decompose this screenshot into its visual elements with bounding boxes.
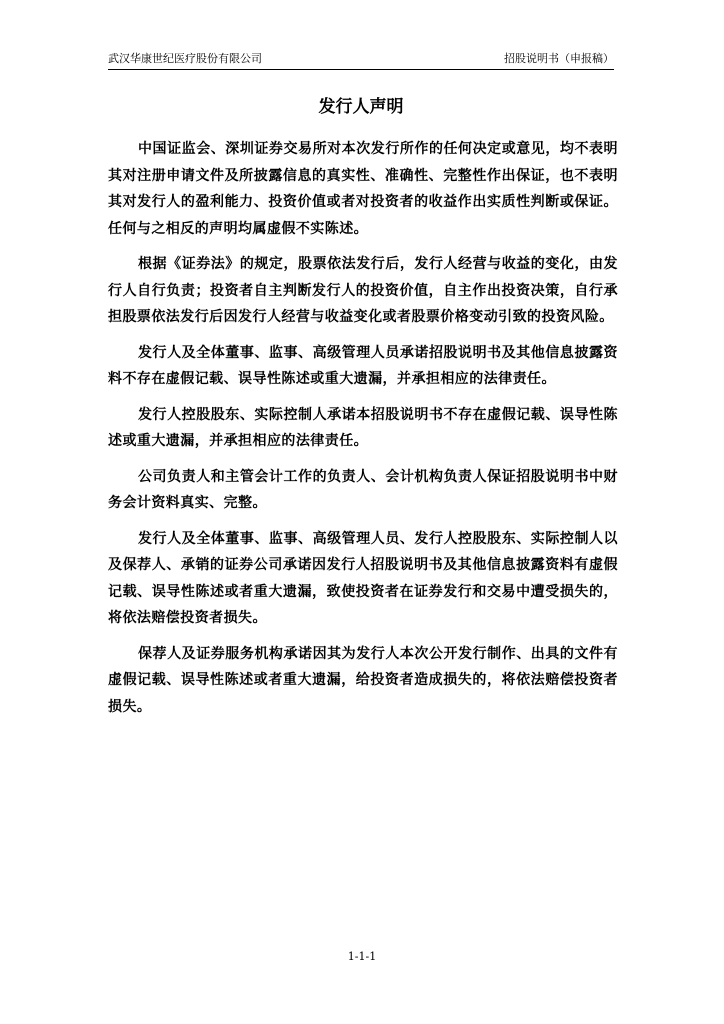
header-document-type: 招股说明书（申报稿） bbox=[504, 52, 614, 65]
statement-body bbox=[108, 136, 618, 729]
paragraph-sponsor-commitment: 保荐人及证券服务机构承诺因其为发行人本次公开发行制作、出具的文件有虚假记载、误导性陈述或者重大遗漏，给投资者造成损失的，将依法赔偿投资者损失。 bbox=[108, 645, 618, 715]
header-company-name: 武汉华康世纪医疗股份有限公司 bbox=[108, 52, 262, 65]
page-number: 1-1-1 bbox=[347, 950, 377, 963]
page-header bbox=[108, 50, 614, 68]
paragraph-compensation-commitment: 发行人及全体董事、监事、高级管理人员、发行人控股股东、实际控制人以及保荐人、承销的证券公司承诺因发行人招股说明书及其他信息披露资料有虚假记载、误导性陈述或者重大遗漏，致使投资者在证券发行和交易中遭受损失的，将依法赔偿投资者损失。 bbox=[108, 530, 618, 626]
paragraph-accounting-guarantee: 公司负责人和主管会计工作的负责人、会计机构负责人保证招股说明书中财务会计资料真实、完整。 bbox=[108, 468, 618, 511]
paragraph-regulator-disclaimer: 中国证监会、深圳证券交易所对本次发行所作的任何决定或意见，均不表明其对注册申请文件及所披露信息的真实性、准确性、完整性作出保证，也不表明其对发行人的盈利能力、投资价值或者对投资者的收益作出实质性判断或保证。任何与之相反的声明均属虚假不实陈述。 bbox=[108, 141, 618, 237]
paragraph-investment-risk: 根据《证券法》的规定，股票依法发行后，发行人经营与收益的变化，由发行人自行负责；投资者自主判断发行人的投资价值，自主作出投资决策，自行承担股票依法发行后因发行人经营与收益变化或者股票价格变动引致的投资风险。 bbox=[108, 256, 618, 325]
header-divider bbox=[108, 69, 614, 70]
paragraph-controlling-shareholder-commitment: 发行人控股股东、实际控制人承诺本招股说明书不存在虚假记载、误导性陈述或重大遗漏，并承担相应的法律责任。 bbox=[108, 406, 618, 449]
page-title: 发行人声明 bbox=[318, 97, 404, 117]
paragraph-directors-commitment: 发行人及全体董事、监事、高级管理人员承诺招股说明书及其他信息披露资料不存在虚假记载、误导性陈述或重大遗漏，并承担相应的法律责任。 bbox=[108, 344, 618, 387]
